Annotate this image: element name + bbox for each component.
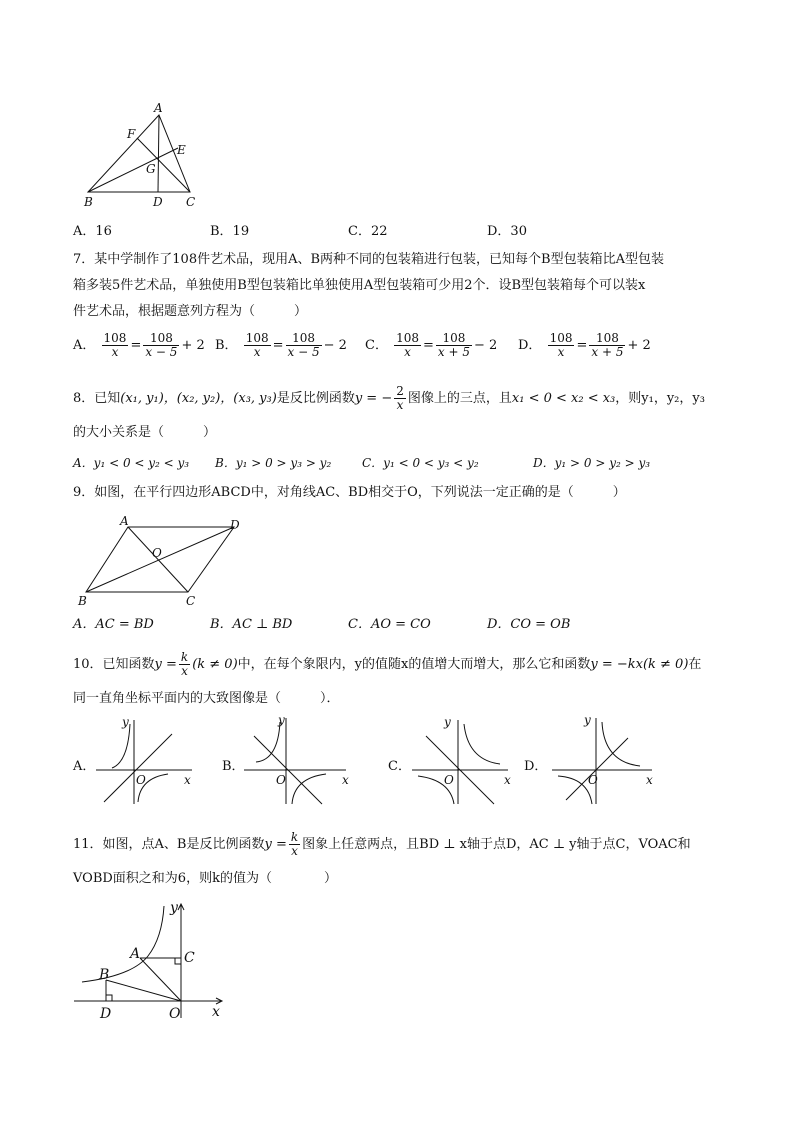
q7-text-line3: 件艺术品，根据题意列方程为（ ）: [73, 304, 308, 319]
q6-option-b[interactable]: B．19: [210, 224, 250, 239]
x-label: x: [504, 773, 511, 787]
right-angle-d: [106, 995, 112, 1001]
q8-option-c[interactable]: C．y₁ < 0 < y₃ < y₂: [362, 456, 479, 470]
triangle-figure: [80, 100, 210, 210]
graph-a[interactable]: [92, 712, 202, 807]
q7-option-a[interactable]: A． $\frac{108}{x}$ = $\frac{108}{x - 5}$ + 2: [73, 331, 205, 359]
q11-text-line1: 11．如图，点A、B是反比例函数y = $\frac{k}{x}$ 图象上任意两点，且BD ⊥ x轴于点D，AC ⊥ y轴于点C，VOAC和: [73, 830, 691, 858]
parallelogram-figure: [76, 515, 251, 610]
label-e: E: [177, 143, 186, 157]
q9-option-b[interactable]: B．AC ⊥ BD: [210, 617, 293, 632]
label-b: B: [99, 967, 110, 983]
q10-text-line1: 10．已知函数y = $\frac{k}{x}$ (k ≠ 0)中，在每个象限内，y的值随x的值增大而增大，那么它和函数y = −kx(k ≠ 0)在: [73, 650, 702, 678]
label-a: A: [154, 101, 163, 115]
q10-option-b[interactable]: B．: [222, 759, 245, 774]
option-letter: B．: [215, 338, 238, 353]
q7-text-line2: 箱多装5件艺术品，单独使用B型包装箱比单独使用A型包装箱可少用2个．设B型包装箱每个可以装x: [73, 278, 646, 293]
label-b: B: [78, 594, 87, 608]
fraction: $\frac{108}{x}$: [245, 331, 269, 359]
label-c: C: [184, 950, 195, 966]
fraction: $\frac{108}{x + 5}$: [437, 331, 470, 359]
q6-option-a[interactable]: A．16: [73, 224, 112, 239]
q9-text-line1: 9．如图，在平行四边形ABCD中，对角线AC、BD相交于O，下列说法一定正确的是（ ）: [73, 485, 626, 500]
label-a: A: [120, 515, 129, 528]
fraction: $\frac{108}{x}$: [396, 331, 419, 359]
graph-c[interactable]: [408, 712, 518, 807]
label-f: F: [127, 127, 136, 141]
label-a: A: [130, 946, 141, 962]
label-b: B: [84, 195, 93, 209]
q9-option-a[interactable]: A．AC = BD: [73, 617, 154, 632]
fraction: $\frac{k}{x}$: [290, 830, 299, 858]
origin-label: O: [136, 773, 146, 787]
y-label: y: [584, 713, 591, 727]
q10-option-a[interactable]: A．: [73, 759, 96, 774]
label-c: C: [186, 195, 196, 209]
option-letter: D．: [518, 338, 542, 353]
fraction: $\frac{108}{x - 5}$: [287, 331, 320, 359]
label-d: D: [153, 195, 163, 209]
line-be: [88, 148, 178, 192]
hyperbola-q2: [112, 724, 130, 768]
q7-option-d[interactable]: D． $\frac{108}{x}$ = $\frac{108}{x + 5}$ + 2: [518, 331, 651, 359]
segment-ob: [106, 980, 181, 1001]
q6-option-d[interactable]: D．30: [487, 224, 527, 239]
label-g: G: [146, 162, 156, 176]
q8-text-line1: 8．已知(x₁, y₁)，(x₂, y₂)，(x₃, y₃)是反比例函数y = − $\frac{2}{x}$ 图像上的三点，且x₁ < 0 < x₂ < x₃，则y₁，y₂，y₃: [73, 384, 705, 412]
median-ad: [158, 115, 159, 192]
q8-option-b[interactable]: B．y₁ > 0 > y₃ > y₂: [215, 456, 332, 470]
q9-option-d[interactable]: D．CO = OB: [487, 617, 571, 632]
y-label: y: [122, 715, 129, 729]
option-letter: C．: [365, 338, 388, 353]
origin-label: O: [444, 773, 454, 787]
q8-option-a[interactable]: A．y₁ < 0 < y₂ < y₃: [73, 456, 190, 470]
q10-option-d[interactable]: D．: [524, 759, 548, 774]
q7-option-b[interactable]: B． $\frac{108}{x}$ = $\frac{108}{x - 5}$ − 2: [215, 331, 347, 359]
fraction: $\frac{k}{x}$: [180, 650, 189, 678]
q8-option-d[interactable]: D．y₁ > 0 > y₂ > y₃: [533, 456, 651, 470]
option-letter: A．: [73, 338, 96, 353]
hyperbola-q1: [464, 724, 500, 764]
q10-option-c[interactable]: C．: [388, 759, 411, 774]
fraction: $\frac{2}{x}$: [396, 384, 404, 412]
q10-text-line2: 同一直角坐标平面内的大致图像是（ ）．: [73, 691, 340, 706]
triangle-abc: [88, 115, 190, 192]
label-d: D: [230, 518, 240, 532]
fraction: $\frac{108}{x - 5}$: [145, 331, 178, 359]
hyperbola-q3: [558, 776, 592, 804]
label-c: C: [186, 594, 196, 608]
fraction: $\frac{108}{x + 5}$: [591, 331, 624, 359]
x-label: x: [342, 773, 349, 787]
x-label: x: [646, 773, 653, 787]
x-label: x: [184, 773, 191, 787]
inverse-function-figure: [72, 898, 232, 1026]
q8-text-line2: 的大小关系是（ ）: [73, 425, 217, 440]
origin-label: O: [169, 1006, 181, 1022]
q7-text-line1: 7．某中学制作了108件艺术品，现用A、B两种不同的包装箱进行包装，已知每个B型包装箱比A型包装: [73, 252, 664, 267]
right-angle-c: [175, 958, 181, 964]
y-label: y: [170, 900, 178, 916]
q9-option-c[interactable]: C．AO = CO: [348, 617, 431, 632]
straight-line: [566, 738, 628, 800]
origin-label: O: [276, 773, 286, 787]
q11-text-line2: VOBD面积之和为6，则k的值为（ ）: [73, 871, 337, 886]
y-label: y: [278, 713, 285, 727]
graph-b[interactable]: [240, 712, 355, 807]
fraction: $\frac{108}{x}$: [549, 331, 573, 359]
q7-option-c[interactable]: C． $\frac{108}{x}$ = $\frac{108}{x + 5}$ − 2: [365, 331, 498, 359]
hyperbola-q1: [602, 722, 640, 766]
straight-line: [104, 734, 172, 802]
graph-d[interactable]: [548, 712, 658, 807]
fraction: $\frac{108}{x}$: [103, 331, 127, 359]
origin-label: O: [588, 773, 598, 787]
q6-option-c[interactable]: C．22: [348, 224, 388, 239]
x-label: x: [212, 1004, 220, 1020]
y-label: y: [444, 715, 451, 729]
label-o: O: [152, 546, 162, 560]
label-d: D: [100, 1006, 112, 1022]
